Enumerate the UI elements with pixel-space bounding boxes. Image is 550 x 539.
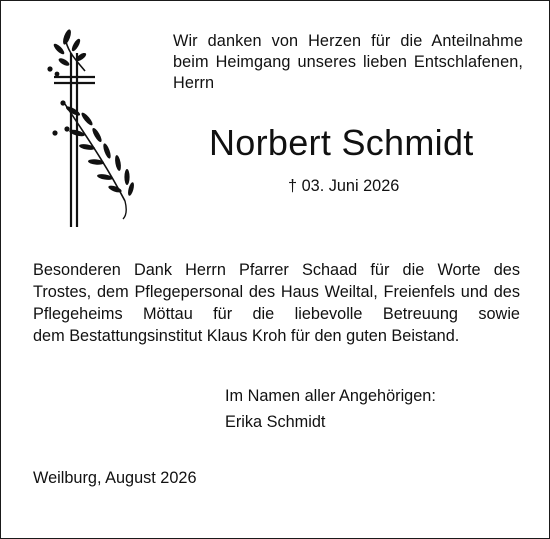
- intro-line: beim Heimgang unseres lieben Entschlafenen,: [173, 53, 523, 71]
- thanks-line: Besonderen Dank Herrn Pfarrer Schaad für die Worte des: [33, 261, 520, 279]
- thanks-paragraph: [33, 259, 520, 347]
- thanks-line: dem Bestattungsinstitut Klaus Kroh für den guten Beistand.: [33, 327, 460, 345]
- intro-line: Wir danken von Herzen für die Anteilnahme: [173, 32, 523, 50]
- cross-with-palm-branch-icon: [41, 29, 151, 229]
- deceased-name: Norbert Schmidt: [209, 122, 474, 163]
- place-date: Weilburg, August 2026: [33, 469, 197, 487]
- thanks-line: Trostes, dem Pflegepersonal des Haus Weiltal, Freienfels und des: [33, 283, 520, 301]
- intro-line: Herrn: [173, 74, 215, 92]
- thanks-line: Pflegeheims Möttau für die liebevolle Betreuung sowie: [33, 305, 520, 323]
- signature-intro: Im Namen aller Angehörigen:: [225, 387, 436, 405]
- death-date: † 03. Juni 2026: [288, 177, 400, 195]
- signature-name: Erika Schmidt: [225, 413, 326, 431]
- thanks-intro: [173, 31, 523, 94]
